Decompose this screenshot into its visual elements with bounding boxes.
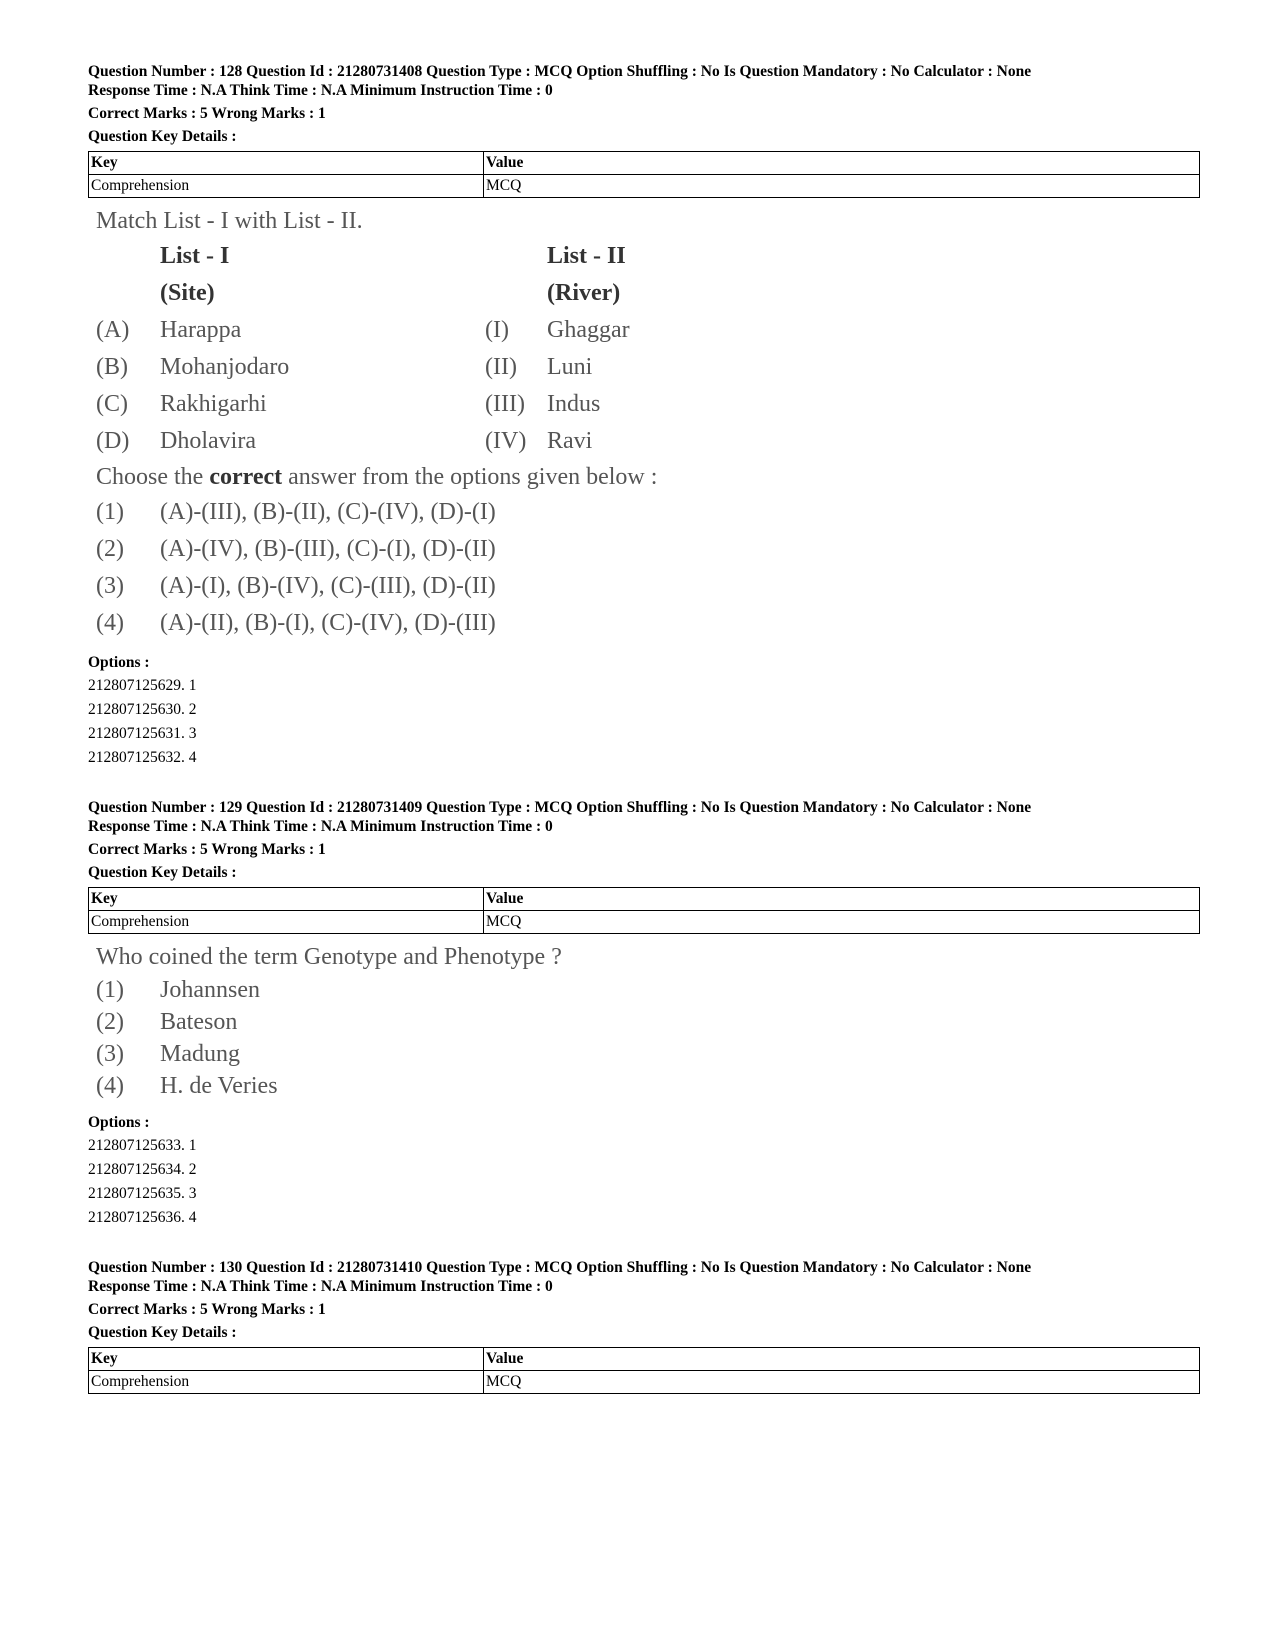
choose-bold-word: correct — [209, 464, 283, 490]
question-header — [88, 1258, 1200, 1342]
choice-text: (A)-(I), (B)-(IV), (C)-(III), (D)-(II) — [160, 573, 496, 599]
list1-item-id: (B) — [96, 354, 128, 380]
key-header-cell: Key — [89, 888, 484, 911]
option-id-line: 212807125634. 2 — [88, 1161, 197, 1178]
list1-title: List - I — [160, 243, 230, 269]
answer-choice — [96, 605, 1200, 642]
question-meta-line1: Question Number : 130 Question Id : 21280731410 Question Type : MCQ Option Shuffling : No Is Question Mandatory : No Calculator : None — [88, 1259, 1032, 1276]
answer-choice — [96, 1006, 1200, 1038]
value-cell: MCQ — [484, 1371, 1200, 1394]
list2-item-id: (IV) — [485, 428, 527, 454]
choice-number: (2) — [96, 1008, 124, 1035]
choice-text: Johannsen — [160, 976, 260, 1003]
choice-text: (A)-(III), (B)-(II), (C)-(IV), (D)-(I) — [160, 499, 496, 525]
options-label: Options : — [88, 1114, 150, 1131]
key-details-label: Question Key Details : — [88, 1324, 237, 1341]
question-content-image — [96, 204, 1200, 642]
match-list-table — [96, 238, 1200, 460]
key-table-row — [89, 1371, 1200, 1394]
list1-subtitle: (Site) — [160, 280, 215, 306]
answer-choice — [96, 568, 1200, 605]
key-table-row — [89, 175, 1200, 198]
choice-number: (2) — [96, 536, 124, 562]
key-table-header-row — [89, 152, 1200, 175]
marks-line: Correct Marks : 5 Wrong Marks : 1 — [88, 1301, 326, 1318]
question-content-image — [96, 940, 1200, 1102]
list2-title: List - II — [547, 243, 626, 269]
question-statement: Match List - I with List - II. — [96, 208, 363, 234]
choice-text: (A)-(IV), (B)-(III), (C)-(I), (D)-(II) — [160, 536, 496, 562]
question-header — [88, 62, 1200, 146]
options-label: Options : — [88, 654, 150, 671]
question-key-table — [88, 1347, 1200, 1394]
list2-item-id: (II) — [485, 354, 517, 380]
list1-item: Dholavira — [160, 428, 256, 454]
list2-item: Luni — [547, 354, 593, 380]
list1-item: Rakhigarhi — [160, 391, 267, 417]
answer-choice — [96, 1038, 1200, 1070]
choice-number: (1) — [96, 976, 124, 1003]
list1-item: Mohanjodaro — [160, 354, 290, 380]
option-id-line: 212807125630. 2 — [88, 701, 197, 718]
value-cell: MCQ — [484, 175, 1200, 198]
option-id-line: 212807125635. 3 — [88, 1185, 197, 1202]
choice-number: (4) — [96, 1072, 124, 1099]
document-page — [88, 62, 1200, 1394]
list2-item: Ghaggar — [547, 317, 630, 343]
list2-item-id: (III) — [485, 391, 525, 417]
choice-text: Madung — [160, 1040, 240, 1067]
question-meta-line1: Question Number : 128 Question Id : 21280731408 Question Type : MCQ Option Shuffling : No Is Question Mandatory : No Calculator : None — [88, 63, 1032, 80]
question-meta-line2: Response Time : N.A Think Time : N.A Minimum Instruction Time : 0 — [88, 82, 553, 99]
question-statement: Who coined the term Genotype and Phenotype ? — [96, 944, 562, 970]
choice-number: (3) — [96, 1040, 124, 1067]
list1-item-id: (D) — [96, 428, 130, 454]
value-cell: MCQ — [484, 911, 1200, 934]
option-id-line: 212807125636. 4 — [88, 1209, 197, 1226]
choice-text: Bateson — [160, 1008, 238, 1035]
value-header-cell: Value — [484, 888, 1200, 911]
question-meta-line2: Response Time : N.A Think Time : N.A Minimum Instruction Time : 0 — [88, 818, 553, 835]
option-id-line: 212807125631. 3 — [88, 725, 197, 742]
question-key-table — [88, 151, 1200, 198]
key-cell: Comprehension — [89, 1371, 484, 1394]
key-details-label: Question Key Details : — [88, 128, 237, 145]
list2-item: Ravi — [547, 428, 593, 454]
question-meta-line1: Question Number : 129 Question Id : 21280731409 Question Type : MCQ Option Shuffling : No Is Question Mandatory : No Calculator : None — [88, 799, 1032, 816]
option-id-line: 212807125632. 4 — [88, 749, 197, 766]
key-cell: Comprehension — [89, 911, 484, 934]
choice-number: (3) — [96, 573, 124, 599]
list1-item-id: (A) — [96, 317, 130, 343]
choice-text: H. de Veries — [160, 1072, 278, 1099]
choice-text: (A)-(II), (B)-(I), (C)-(IV), (D)-(III) — [160, 610, 496, 636]
key-header-cell: Key — [89, 152, 484, 175]
marks-line: Correct Marks : 5 Wrong Marks : 1 — [88, 105, 326, 122]
list1-item: Harappa — [160, 317, 242, 343]
option-id-line: 212807125633. 1 — [88, 1137, 197, 1154]
question-header — [88, 798, 1200, 882]
choose-suffix: answer from the options given below : — [288, 464, 658, 490]
list2-item-id: (I) — [485, 317, 509, 343]
option-id-line: 212807125629. 1 — [88, 677, 197, 694]
answer-choice — [96, 974, 1200, 1006]
list1-item-id: (C) — [96, 391, 128, 417]
question-block-129 — [88, 798, 1200, 1230]
answer-choice — [96, 1070, 1200, 1102]
key-details-label: Question Key Details : — [88, 864, 237, 881]
choose-instruction — [96, 460, 1200, 494]
key-table-header-row — [89, 1348, 1200, 1371]
value-header-cell: Value — [484, 1348, 1200, 1371]
value-header-cell: Value — [484, 152, 1200, 175]
answer-choice — [96, 531, 1200, 568]
question-key-table — [88, 887, 1200, 934]
question-block-128 — [88, 62, 1200, 770]
choice-number: (4) — [96, 610, 124, 636]
marks-line: Correct Marks : 5 Wrong Marks : 1 — [88, 841, 326, 858]
key-cell: Comprehension — [89, 175, 484, 198]
question-block-130 — [88, 1258, 1200, 1394]
list2-item: Indus — [547, 391, 601, 417]
key-header-cell: Key — [89, 1348, 484, 1371]
question-meta-line2: Response Time : N.A Think Time : N.A Minimum Instruction Time : 0 — [88, 1278, 553, 1295]
list2-subtitle: (River) — [547, 280, 621, 306]
key-table-header-row — [89, 888, 1200, 911]
choose-prefix: Choose the — [96, 464, 204, 490]
key-table-row — [89, 911, 1200, 934]
choice-number: (1) — [96, 499, 124, 525]
answer-choice — [96, 494, 1200, 531]
